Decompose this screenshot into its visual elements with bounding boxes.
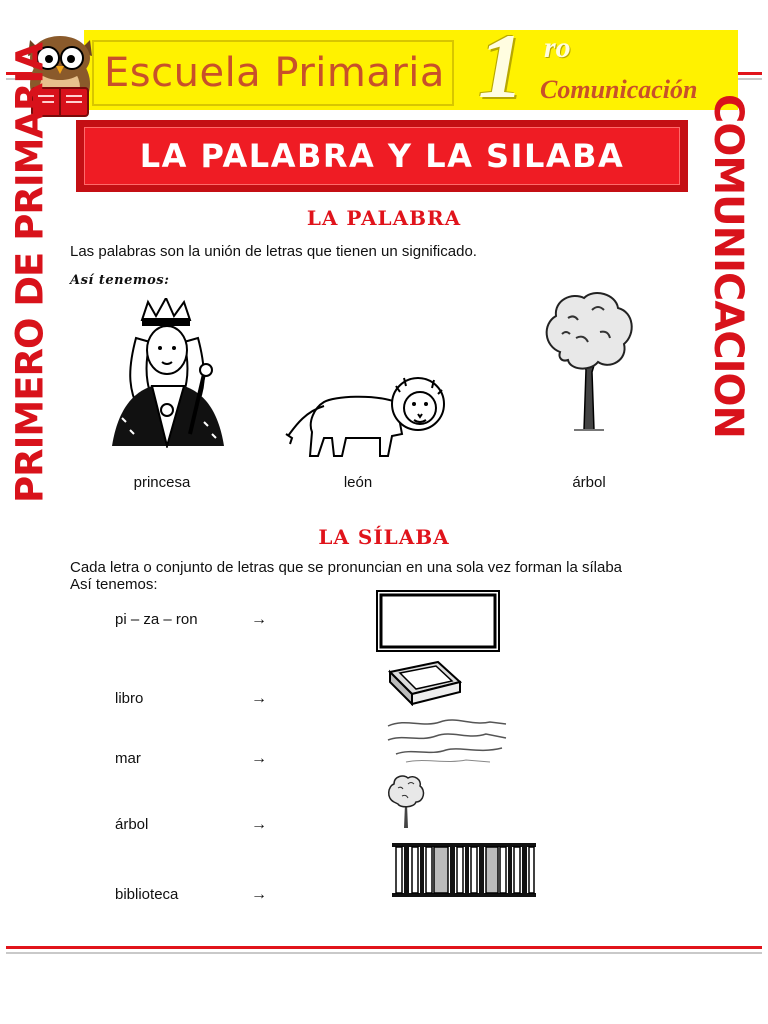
palabra-heading: LA PALABRA bbox=[306, 206, 462, 230]
syllable-word: libro bbox=[115, 690, 144, 707]
silaba-intro: Así tenemos: bbox=[70, 576, 158, 593]
side-label-left-text: PRIMERO DE PRIMARIA bbox=[8, 43, 52, 503]
syllable-word: pi – za – ron bbox=[115, 611, 198, 628]
palabra-definition: Las palabras son la unión de letras que tienen un significado. bbox=[70, 243, 477, 260]
arrow-icon: → bbox=[251, 690, 267, 707]
book-icon bbox=[386, 660, 464, 706]
blackboard-icon bbox=[376, 590, 500, 652]
arrow-icon: → bbox=[251, 886, 267, 903]
footer-red-line bbox=[6, 946, 762, 949]
princess-icon bbox=[108, 298, 228, 448]
grade-suffix: ro bbox=[544, 31, 571, 64]
tree-icon bbox=[386, 774, 426, 830]
arrow-icon: → bbox=[251, 816, 267, 833]
subject-title: Comunicación bbox=[540, 75, 698, 104]
side-label-left bbox=[2, 43, 58, 503]
side-label-right-text: COMUNICACION bbox=[705, 93, 751, 439]
silaba-definition: Cada letra o conjunto de letras que se pronuncian en una sola vez forman la sílaba bbox=[70, 559, 623, 576]
silaba-heading: LA SÍLABA bbox=[318, 525, 450, 549]
side-label-right bbox=[700, 93, 756, 439]
palabra-intro: Así tenemos: bbox=[70, 273, 170, 288]
grade-number: 1 bbox=[478, 15, 524, 117]
arrow-icon: → bbox=[251, 750, 267, 767]
syllable-word: biblioteca bbox=[115, 886, 179, 903]
bookshelf-icon bbox=[390, 840, 538, 900]
syllable-word: árbol bbox=[115, 816, 149, 833]
page-title: LA PALABRA Y LA SILABA bbox=[139, 137, 625, 175]
school-name: Escuela Primaria bbox=[104, 50, 445, 96]
example-caption-arbol: árbol bbox=[572, 474, 606, 491]
footer-gray-line bbox=[6, 952, 762, 954]
lion-icon bbox=[284, 372, 448, 464]
example-caption-leon: león bbox=[343, 474, 373, 491]
tree-icon bbox=[540, 290, 636, 434]
sea-icon bbox=[386, 716, 510, 766]
example-caption-princesa: princesa bbox=[133, 474, 191, 491]
arrow-icon: → bbox=[251, 611, 267, 628]
syllable-word: mar bbox=[115, 750, 141, 767]
